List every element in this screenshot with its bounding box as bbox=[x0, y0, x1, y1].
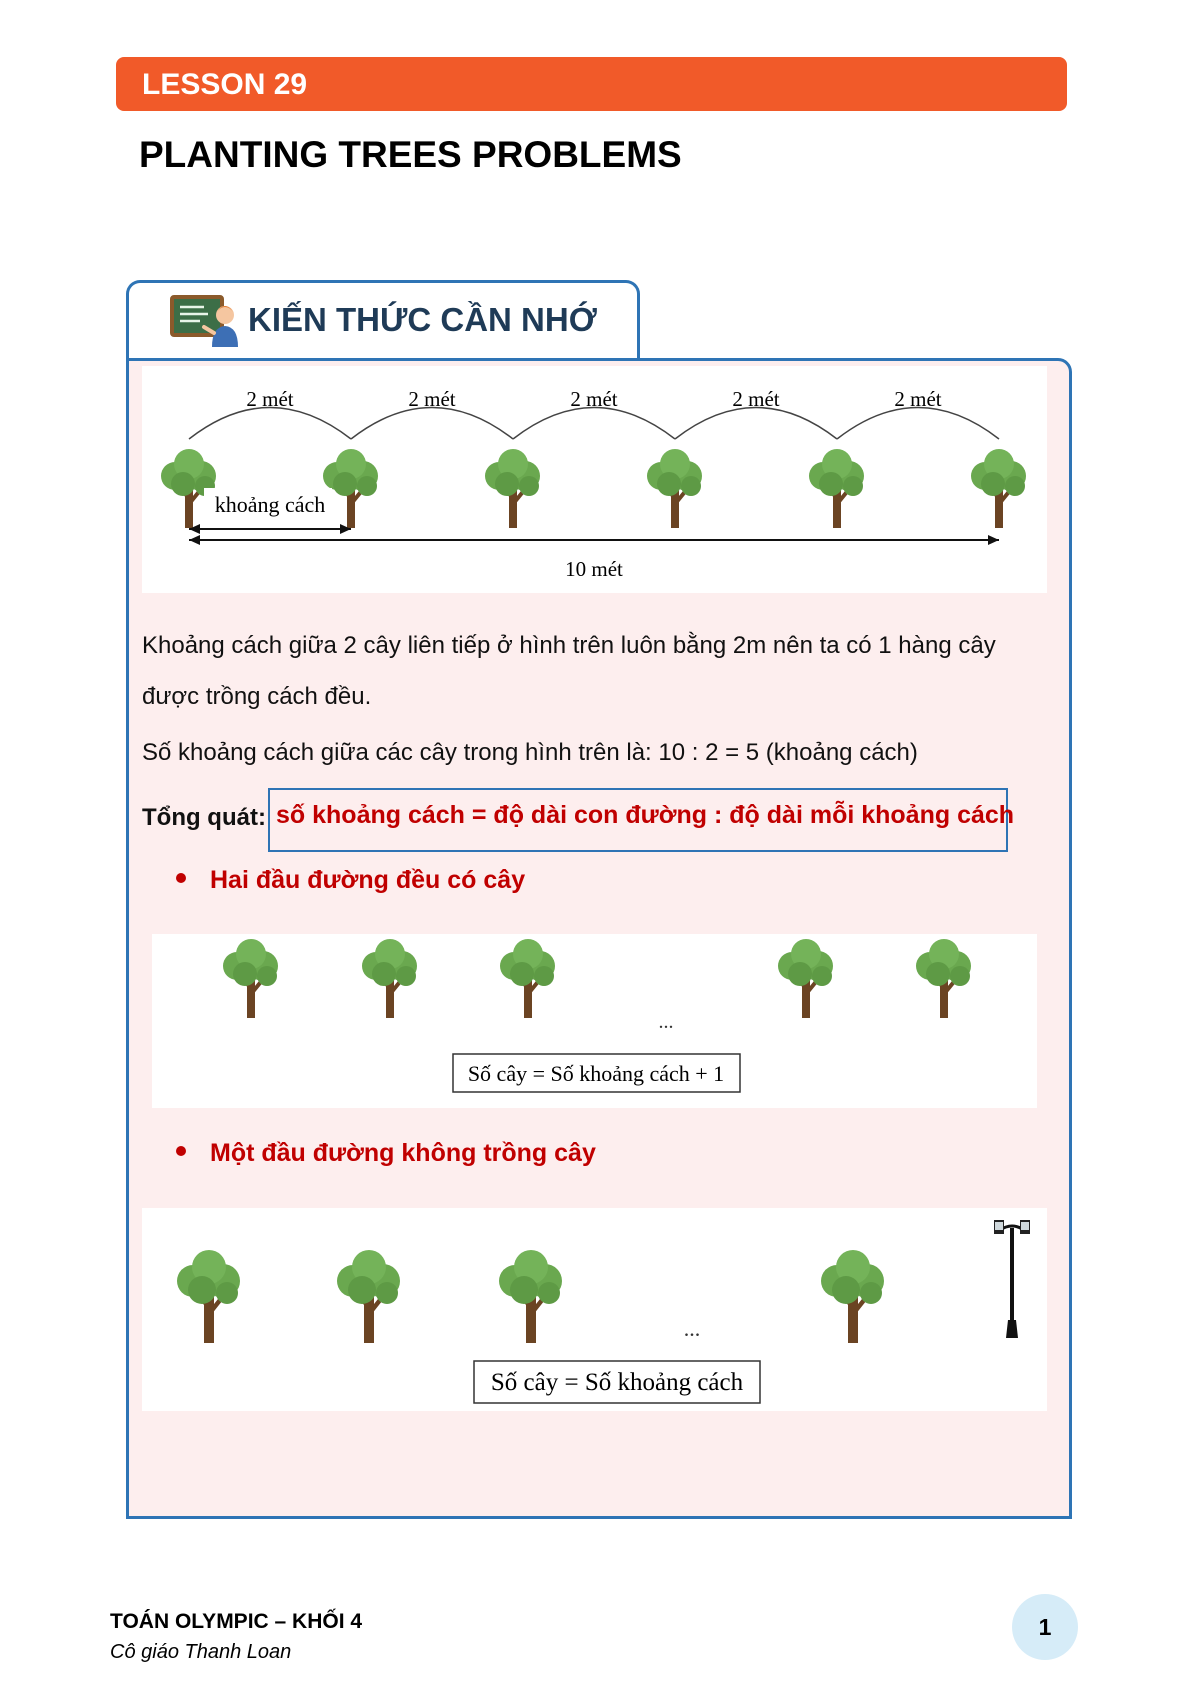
case1-formula: Số cây = Số khoảng cách + 1 bbox=[467, 1061, 725, 1086]
tree-icon bbox=[362, 939, 417, 1018]
tree-icon bbox=[500, 939, 555, 1018]
teacher-board-icon bbox=[170, 293, 240, 354]
general-formula: số khoảng cách = độ dài con đường : độ dài mỗi khoảng cách bbox=[276, 801, 1015, 829]
footer-title: TOÁN OLYMPIC – KHỐI 4 bbox=[110, 1610, 363, 1633]
tree-icon bbox=[177, 1250, 240, 1343]
case2-formula: Số cây = Số khoảng cách bbox=[490, 1369, 744, 1396]
bullet-dot-icon bbox=[176, 1146, 186, 1156]
tree-icon bbox=[647, 449, 702, 528]
section-title: KIẾN THỨC CẦN NHỚ bbox=[248, 301, 597, 338]
tree-icon bbox=[916, 939, 971, 1018]
footer-author: Cô giáo Thanh Loan bbox=[110, 1641, 292, 1663]
segment-label: 2 mét bbox=[894, 387, 942, 411]
tree-icon bbox=[809, 449, 864, 528]
case2-figure bbox=[142, 1208, 1047, 1411]
lesson-banner bbox=[116, 57, 1067, 111]
case2-title bbox=[176, 1139, 596, 1168]
ellipsis: ... bbox=[683, 1316, 701, 1341]
case1-figure bbox=[152, 934, 1037, 1108]
street-lamp-icon bbox=[994, 1220, 1030, 1338]
segment-label: 2 mét bbox=[246, 387, 294, 411]
segment-label: 2 mét bbox=[408, 387, 456, 411]
section-tab bbox=[126, 280, 640, 360]
case1-title-text: Hai đầu đường đều có cây bbox=[210, 866, 526, 894]
segment-label: 2 mét bbox=[732, 387, 780, 411]
page-number: 1 bbox=[1012, 1594, 1078, 1660]
ellipsis: ... bbox=[658, 1011, 674, 1033]
tree-icon bbox=[337, 1250, 400, 1343]
total-length-label: 10 mét bbox=[565, 557, 623, 581]
tree-icon bbox=[223, 939, 278, 1018]
tree-icon bbox=[778, 939, 833, 1018]
explanation-paragraph: Khoảng cách giữa 2 cây liên tiếp ở hình trên luôn bằng 2m nên ta có 1 hàng cây được trồng cách đều. bbox=[142, 632, 996, 710]
segment-label: 2 mét bbox=[570, 387, 618, 411]
bullet-dot-icon bbox=[176, 873, 186, 883]
tree-icon bbox=[821, 1250, 884, 1343]
general-label: Tổng quát: bbox=[142, 804, 266, 831]
case1-title bbox=[176, 866, 525, 895]
count-paragraph: Số khoảng cách giữa các cây trong hình trên là: 10 : 2 = 5 (khoảng cách) bbox=[142, 739, 918, 766]
page-title: PLANTING TREES PROBLEMS bbox=[139, 134, 682, 175]
tree-distance-figure bbox=[142, 366, 1047, 593]
tree-icon bbox=[499, 1250, 562, 1343]
lesson-label: LESSON 29 bbox=[142, 68, 308, 101]
gap-label: khoảng cách bbox=[214, 492, 326, 517]
tree-icon bbox=[485, 449, 540, 528]
tree-icon bbox=[971, 449, 1026, 528]
case2-title-text: Một đầu đường không trồng cây bbox=[210, 1139, 596, 1167]
